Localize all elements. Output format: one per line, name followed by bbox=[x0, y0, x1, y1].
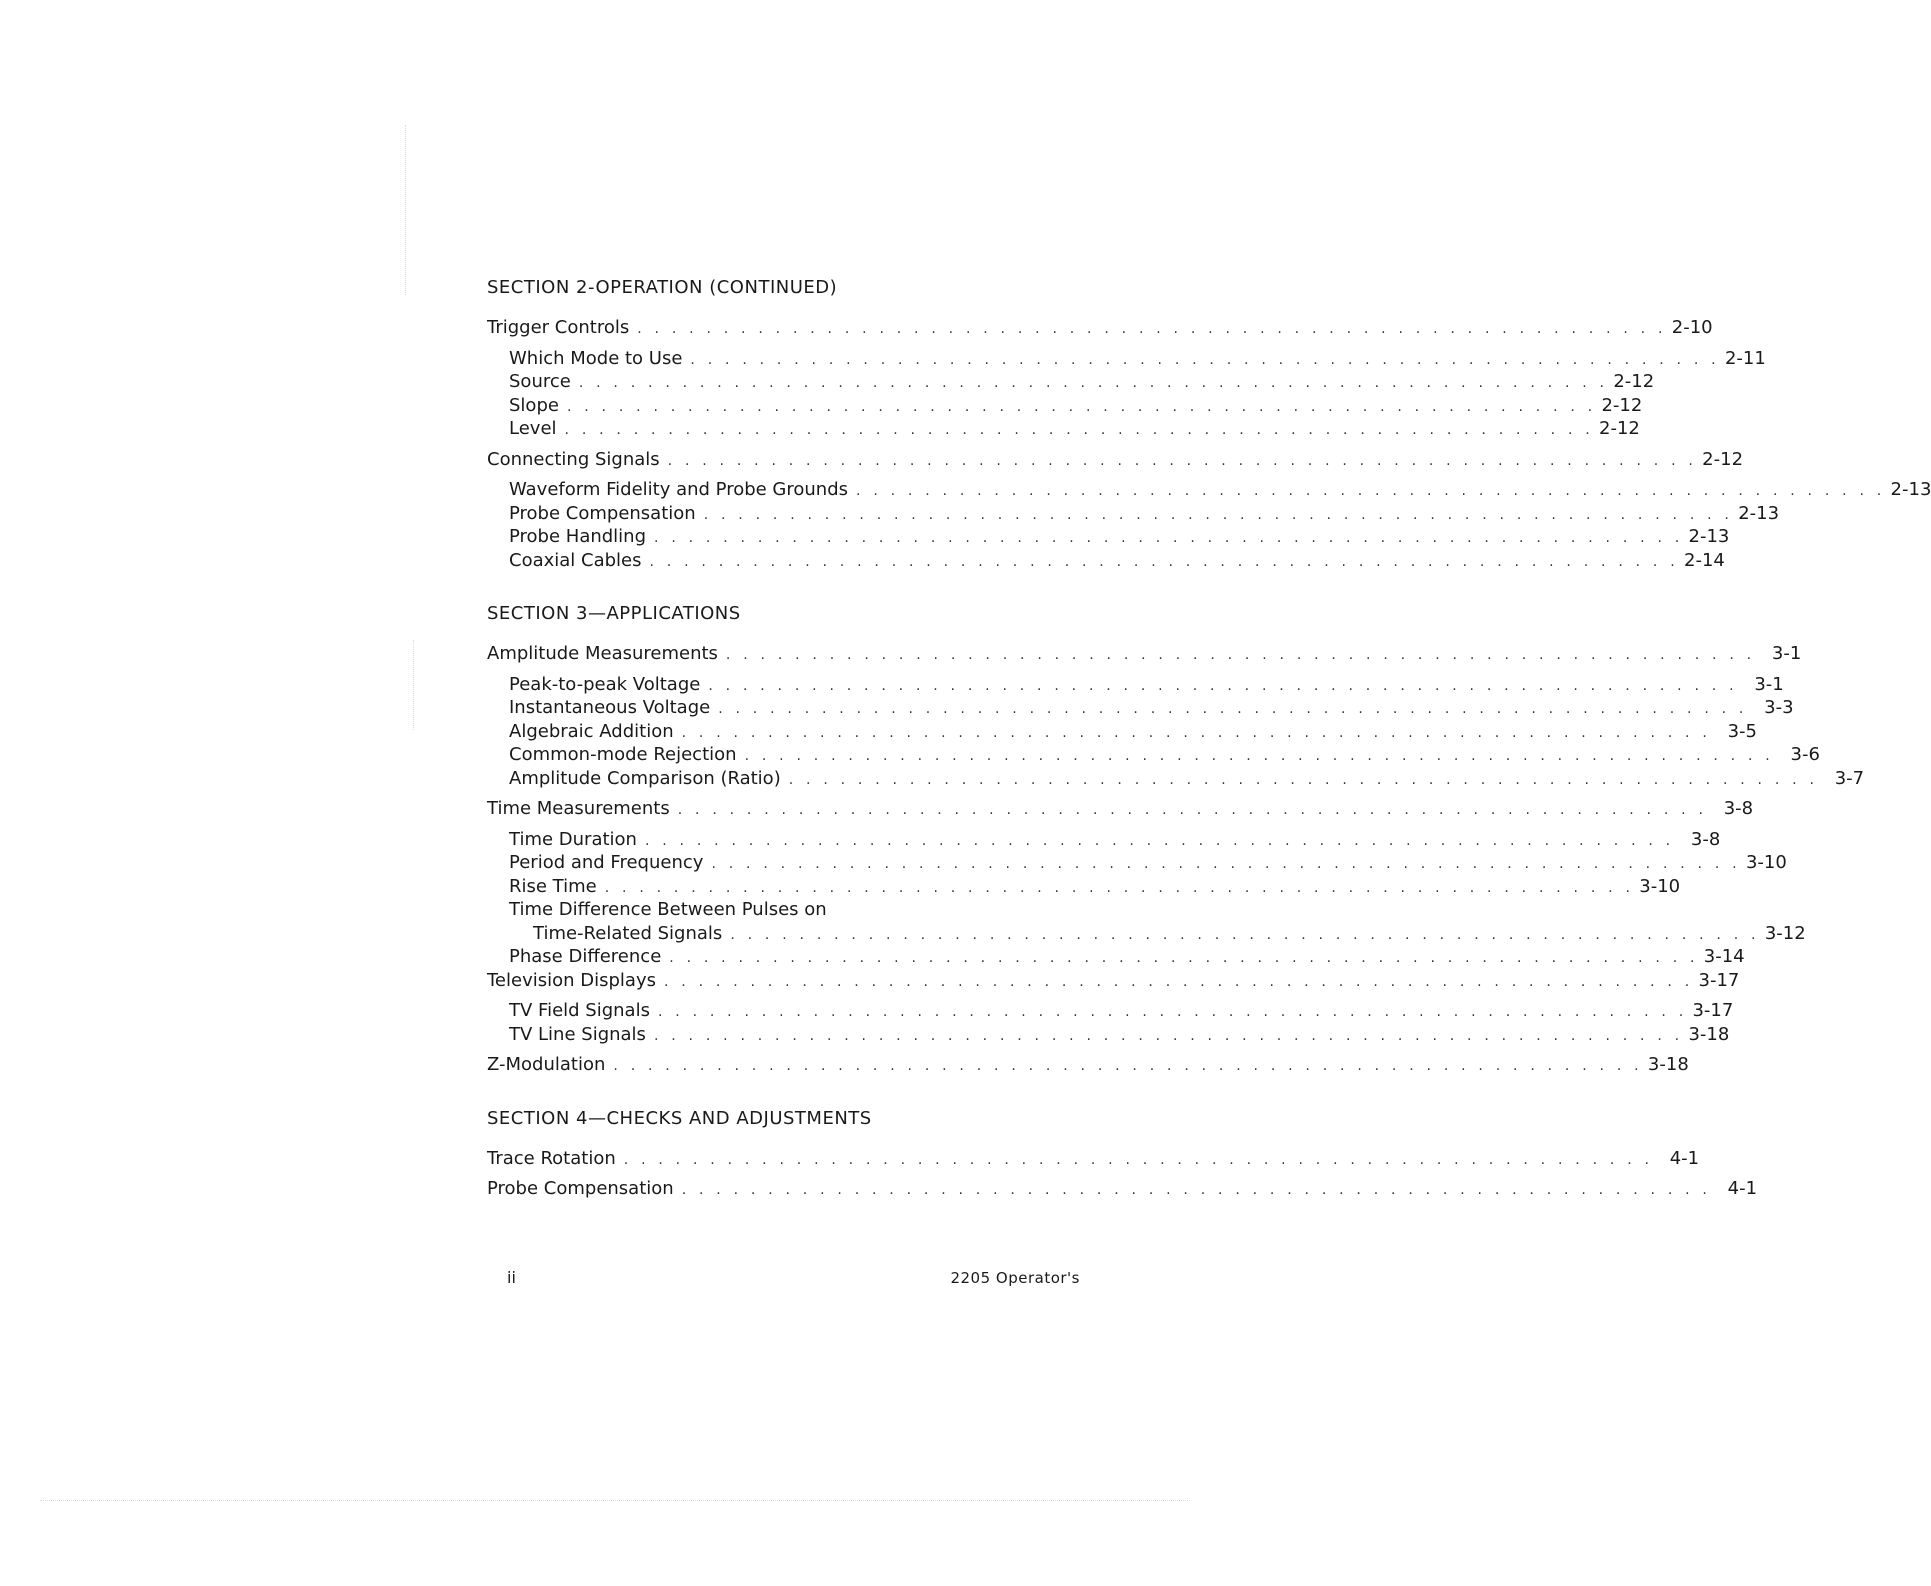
toc-subentry bbox=[487, 767, 1865, 791]
entry-title: Time Difference Between Pulses on bbox=[509, 899, 827, 920]
dot-leader: . . . . . . . . . . . . . . . . . . . . . . . . . . . . . . . . . . . . . . . . . . . . . . . . . . . . . . . . . . . . bbox=[623, 1151, 1654, 1168]
section-spacer bbox=[487, 1077, 1079, 1107]
entry-page-number: 3-17 bbox=[1692, 1000, 1734, 1021]
dot-leader: . . . . . . . . . . . . . . . . . . . . . . . . . . . . . . . . . . . . . . . . . . . . . . . . . . . . . . . . . . . . bbox=[613, 1058, 1643, 1074]
dot-leader: . . . . . . . . . . . . . . . . . . . . . . . . . . . . . . . . . . . . . . . . . . . . . . . . . . . . . . . . . . . . bbox=[653, 1027, 1684, 1044]
toc-subentry bbox=[487, 394, 1643, 418]
dot-leader: . . . . . . . . . . . . . . . . . . . . . . . . . . . . . . . . . . . . . . . . . . . . . . . . . . . . . . . . . . . . bbox=[681, 724, 1711, 741]
section-heading: SECTION 3—APPLICATIONS bbox=[487, 603, 741, 624]
entry-title: Source bbox=[509, 371, 571, 392]
dot-leader: . . . . . . . . . . . . . . . . . . . . . . . . . . . . . . . . . . . . . . . . . . . . . . . . . . . . . . . . . . . . bbox=[788, 771, 1819, 788]
entry-page-number: 4-1 bbox=[1727, 1178, 1758, 1199]
entry-page-number: 3-1 bbox=[1754, 673, 1784, 695]
entry-page-number: 3-8 bbox=[1690, 828, 1721, 850]
entry-page-number: 2-10 bbox=[1671, 317, 1713, 338]
dot-leader: . . . . . . . . . . . . . . . . . . . . . . . . . . . . . . . . . . . . . . . . . . . . . . . . . . . . . . . . . . . . bbox=[654, 530, 1684, 546]
dot-leader: . . . . . . . . . . . . . . . . . . . . . . . . . . . . . . . . . . . . . . . . . . . . . . . . . . . . . . . . . . . . bbox=[856, 483, 1886, 499]
toc-subentry bbox=[487, 370, 1655, 394]
entry-title: Which Mode to Use bbox=[509, 347, 683, 369]
toc-subentry bbox=[487, 743, 1820, 767]
dot-leader: . . . . . . . . . . . . . . . . . . . . . . . . . . . . . . . . . . . . . . . . . . . . . . . . . . . . . . . . . . . . bbox=[718, 701, 1748, 717]
dot-leader: . . . . . . . . . . . . . . . . . . . . . . . . . . . . . . . . . . . . . . . . . . . . . . . . . . . . . . . . . . . . bbox=[677, 802, 1708, 818]
entry-page-number: 3-17 bbox=[1698, 969, 1740, 991]
entry-title: Peak-to-peak Voltage bbox=[509, 673, 701, 695]
entry-page-number: 2-13 bbox=[1890, 479, 1931, 500]
entry-title: Common-mode Rejection bbox=[509, 744, 737, 765]
entry-title: Algebraic Addition bbox=[509, 720, 674, 742]
section-entries bbox=[487, 642, 1865, 1077]
toc-entry bbox=[487, 448, 1744, 472]
toc-subentry bbox=[487, 1023, 1730, 1047]
entry-page-number: 4-1 bbox=[1669, 1147, 1700, 1169]
entry-page-number: 2-13 bbox=[1688, 526, 1730, 547]
toc-subentry bbox=[487, 478, 1931, 502]
dot-leader: . . . . . . . . . . . . . . . . . . . . . . . . . . . . . . . . . . . . . . . . . . . . . . . . . . . . . . . . . . . . bbox=[711, 856, 1741, 872]
entry-title: Television Displays bbox=[487, 969, 656, 991]
entry-page-number: 3-6 bbox=[1790, 744, 1820, 765]
scan-artifact-line bbox=[40, 1500, 1190, 1501]
entry-title: Z-Modulation bbox=[487, 1054, 606, 1075]
toc-subentry bbox=[487, 673, 1784, 697]
toc-subentry bbox=[487, 696, 1794, 720]
entry-title: Amplitude Comparison (Ratio) bbox=[509, 767, 781, 789]
toc-entry bbox=[487, 969, 1740, 993]
dot-leader: . . . . . . . . . . . . . . . . . . . . . . . . . . . . . . . . . . . . . . . . . . . . . . . . . . . . . . . . . . . . bbox=[725, 647, 1756, 663]
toc-entry bbox=[487, 1147, 1700, 1171]
entry-title: Instantaneous Voltage bbox=[509, 697, 711, 718]
toc-entry bbox=[487, 797, 1754, 821]
entry-page-number: 2-12 bbox=[1601, 394, 1643, 416]
section-entries bbox=[487, 316, 1931, 572]
toc-subentry bbox=[487, 347, 1766, 371]
section-spacer bbox=[487, 572, 1079, 602]
toc-subentry-continuation bbox=[487, 922, 1806, 946]
dot-leader: . . . . . . . . . . . . . . . . . . . . . . . . . . . . . . . . . . . . . . . . . . . . . . . . . . . . . . . . . . . . bbox=[649, 553, 1679, 570]
toc-subentry bbox=[487, 525, 1730, 549]
entry-title: Time-Related Signals bbox=[533, 922, 723, 944]
entry-page-number: 3-7 bbox=[1834, 767, 1865, 789]
entry-page-number: 3-14 bbox=[1703, 946, 1745, 967]
entry-page-number: 3-18 bbox=[1647, 1054, 1689, 1075]
toc-subentry bbox=[487, 851, 1787, 875]
dot-leader: . . . . . . . . . . . . . . . . . . . . . . . . . . . . . . . . . . . . . . . . . . . . . . . . . . . . . . . . . . . . bbox=[604, 879, 1635, 896]
toc-subentry bbox=[487, 720, 1757, 744]
entry-page-number: 2-12 bbox=[1702, 448, 1744, 470]
section-heading: SECTION 4—CHECKS AND ADJUSTMENTS bbox=[487, 1107, 872, 1129]
dot-leader: . . . . . . . . . . . . . . . . . . . . . . . . . . . . . . . . . . . . . . . . . . . . . . . . . . . . . . . . . . . . bbox=[744, 748, 1774, 764]
dot-leader: . . . . . . . . . . . . . . . . . . . . . . . . . . . . . . . . . . . . . . . . . . . . . . . . . . . . . . . . . . . . bbox=[690, 351, 1720, 368]
toc-subentry bbox=[487, 549, 1725, 573]
dot-leader: . . . . . . . . . . . . . . . . . . . . . . . . . . . . . . . . . . . . . . . . . . . . . . . . . . . . . . . . . . . . bbox=[708, 677, 1738, 694]
toc-entry bbox=[487, 642, 1802, 666]
entry-title: Rise Time bbox=[509, 875, 597, 897]
entry-title: Coaxial Cables bbox=[509, 549, 642, 571]
entry-title: Time Measurements bbox=[487, 798, 670, 819]
toc-entry bbox=[487, 1053, 1689, 1077]
entry-title: Trace Rotation bbox=[487, 1147, 616, 1169]
toc-entry bbox=[487, 1177, 1758, 1201]
dot-leader: . . . . . . . . . . . . . . . . . . . . . . . . . . . . . . . . . . . . . . . . . . . . . . . . . . . . . . . . . . . . bbox=[730, 926, 1760, 943]
dot-leader: . . . . . . . . . . . . . . . . . . . . . . . . . . . . . . . . . . . . . . . . . . . . . . . . . . . . . . . . . . . . bbox=[681, 1182, 1712, 1198]
toc-subentry bbox=[487, 945, 1745, 969]
entry-page-number: 3-10 bbox=[1639, 875, 1681, 897]
entry-title: TV Line Signals bbox=[509, 1023, 646, 1045]
toc-subentry bbox=[487, 898, 1079, 922]
table-of-contents bbox=[487, 276, 1931, 1201]
toc-subentry bbox=[487, 502, 1780, 526]
footer-page-label: ii bbox=[507, 1268, 516, 1287]
dot-leader: . . . . . . . . . . . . . . . . . . . . . . . . . . . . . . . . . . . . . . . . . . . . . . . . . . . . . . . . . . . . bbox=[578, 375, 1609, 391]
entry-title: Amplitude Measurements bbox=[487, 643, 718, 664]
toc-subentry bbox=[487, 828, 1721, 852]
toc-entry bbox=[487, 316, 1713, 340]
entry-title: TV Field Signals bbox=[509, 1000, 650, 1021]
entry-title: Probe Handling bbox=[509, 526, 647, 547]
dot-leader: . . . . . . . . . . . . . . . . . . . . . . . . . . . . . . . . . . . . . . . . . . . . . . . . . . . . . . . . . . . . bbox=[703, 506, 1734, 523]
dot-leader: . . . . . . . . . . . . . . . . . . . . . . . . . . . . . . . . . . . . . . . . . . . . . . . . . . . . . . . . . . . . bbox=[637, 321, 1667, 337]
entry-title: Connecting Signals bbox=[487, 448, 660, 470]
footer-manual-title: 2205 Operator's bbox=[950, 1269, 1080, 1287]
entry-page-number: 3-10 bbox=[1745, 852, 1787, 873]
entry-page-number: 2-13 bbox=[1738, 502, 1780, 524]
dot-leader: . . . . . . . . . . . . . . . . . . . . . . . . . . . . . . . . . . . . . . . . . . . . . . . . . . . . . . . . . . . . bbox=[564, 422, 1594, 438]
entry-page-number: 3-18 bbox=[1688, 1023, 1730, 1045]
toc-subentry bbox=[487, 417, 1640, 441]
toc-subentry bbox=[487, 875, 1681, 899]
entry-page-number: 2-11 bbox=[1724, 347, 1766, 369]
toc-subentry bbox=[487, 999, 1734, 1023]
entry-page-number: 2-12 bbox=[1599, 418, 1640, 439]
section-entries bbox=[487, 1147, 1758, 1201]
dot-leader: . . . . . . . . . . . . . . . . . . . . . . . . . . . . . . . . . . . . . . . . . . . . . . . . . . . . . . . . . . . . bbox=[566, 398, 1597, 415]
entry-page-number: 3-8 bbox=[1723, 798, 1754, 819]
entry-title: Phase Difference bbox=[509, 946, 662, 967]
entry-title: Trigger Controls bbox=[487, 317, 630, 338]
dot-leader: . . . . . . . . . . . . . . . . . . . . . . . . . . . . . . . . . . . . . . . . . . . . . . . . . . . . . . . . . . . . bbox=[669, 950, 1699, 966]
dot-leader: . . . . . . . . . . . . . . . . . . . . . . . . . . . . . . . . . . . . . . . . . . . . . . . . . . . . . . . . . . . . bbox=[664, 973, 1694, 990]
entry-page-number: 2-14 bbox=[1684, 549, 1725, 571]
entry-page-number: 3-3 bbox=[1764, 697, 1794, 718]
entry-page-number: 3-5 bbox=[1727, 720, 1757, 742]
entry-title: Waveform Fidelity and Probe Grounds bbox=[509, 479, 849, 500]
entry-title: Probe Compensation bbox=[509, 502, 696, 524]
entry-title: Level bbox=[509, 418, 557, 439]
scan-artifact-margin bbox=[413, 640, 414, 730]
entry-page-number: 3-1 bbox=[1771, 643, 1802, 664]
entry-title: Probe Compensation bbox=[487, 1178, 674, 1199]
entry-title: Period and Frequency bbox=[509, 852, 704, 873]
section-heading: SECTION 2-OPERATION (CONTINUED) bbox=[487, 277, 838, 298]
dot-leader: . . . . . . . . . . . . . . . . . . . . . . . . . . . . . . . . . . . . . . . . . . . . . . . . . . . . . . . . . . . . bbox=[644, 832, 1675, 849]
dot-leader: . . . . . . . . . . . . . . . . . . . . . . . . . . . . . . . . . . . . . . . . . . . . . . . . . . . . . . . . . . . . bbox=[657, 1004, 1688, 1020]
entry-title: Time Duration bbox=[509, 828, 637, 850]
entry-title: Slope bbox=[509, 394, 559, 416]
entry-page-number: 2-12 bbox=[1613, 371, 1655, 392]
scan-artifact-margin bbox=[405, 125, 406, 295]
dot-leader: . . . . . . . . . . . . . . . . . . . . . . . . . . . . . . . . . . . . . . . . . . . . . . . . . . . . . . . . . . . . bbox=[667, 452, 1698, 469]
entry-page-number: 3-12 bbox=[1764, 922, 1806, 944]
